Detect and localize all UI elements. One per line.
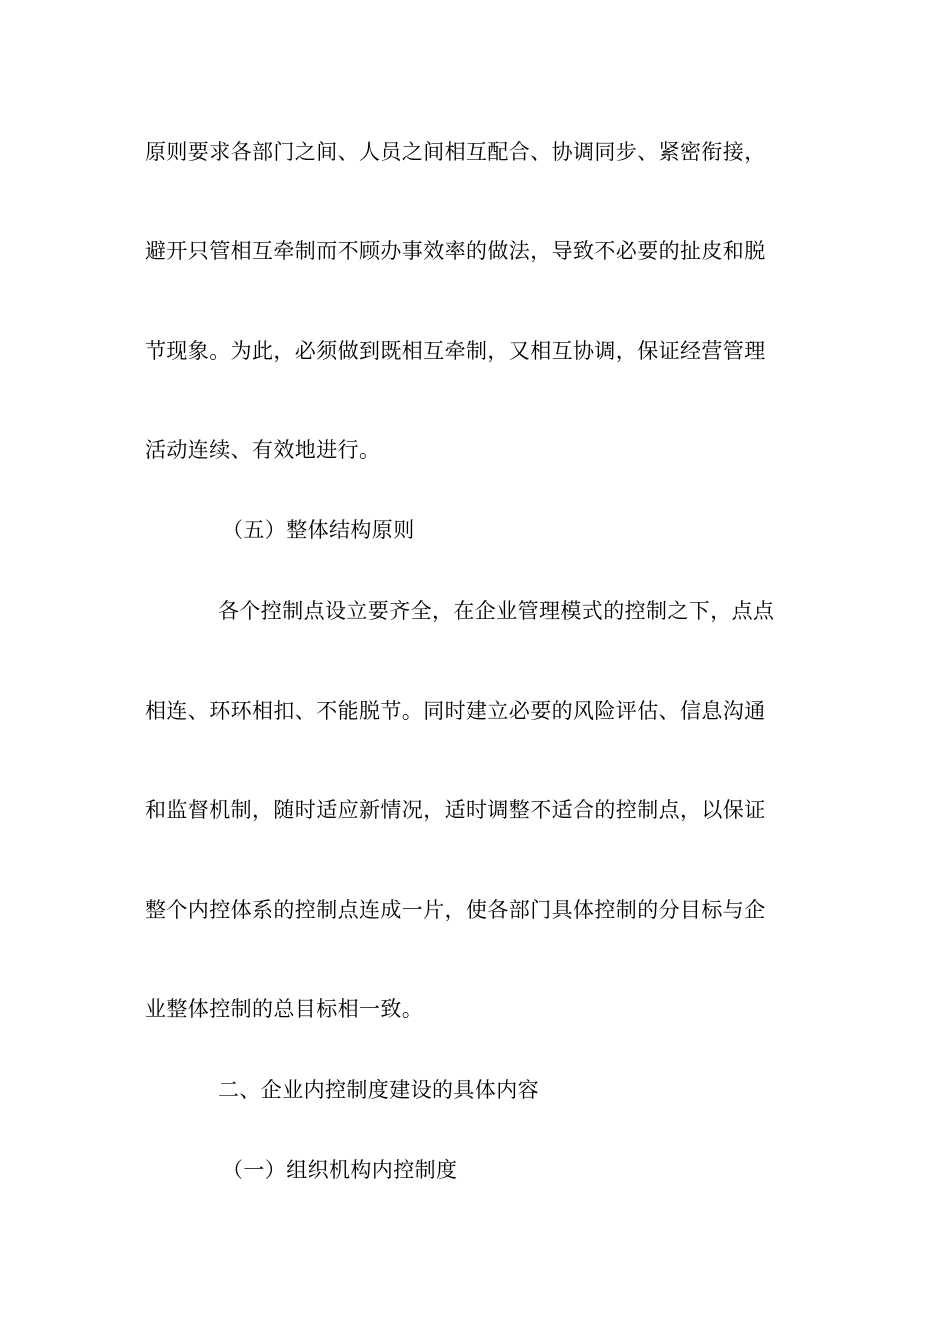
paragraph-line-8: 整个内控体系的控制点连成一片，使各部门具体控制的分目标与企	[145, 898, 766, 922]
paragraph-line-5: 各个控制点设立要齐全，在企业管理模式的控制之下，点点	[218, 599, 775, 623]
paragraph-line-3: 节现象。为此，必须做到既相互牵制，又相互协调，保证经营管理	[145, 339, 766, 363]
paragraph-line-2: 避开只管相互牵制而不顾办事效率的做法，导致不必要的扯皮和脱	[145, 239, 766, 263]
paragraph-line-7: 和监督机制，随时适应新情况，适时调整不适合的控制点，以保证	[145, 798, 766, 822]
paragraph-line-4: 活动连续、有效地进行。	[145, 438, 381, 462]
section-heading-1: （一）组织机构内控制度	[222, 1158, 458, 1182]
paragraph-line-1: 原则要求各部门之间、人员之间相互配合、协调同步、紧密衔接，	[145, 140, 766, 164]
paragraph-line-6: 相连、环环相扣、不能脱节。同时建立必要的风险评估、信息沟通	[145, 699, 766, 723]
paragraph-line-9: 业整体控制的总目标相一致。	[145, 997, 424, 1021]
chapter-heading-2: 二、企业内控制度建设的具体内容	[218, 1078, 539, 1102]
section-heading-5: （五）整体结构原则	[222, 518, 415, 542]
